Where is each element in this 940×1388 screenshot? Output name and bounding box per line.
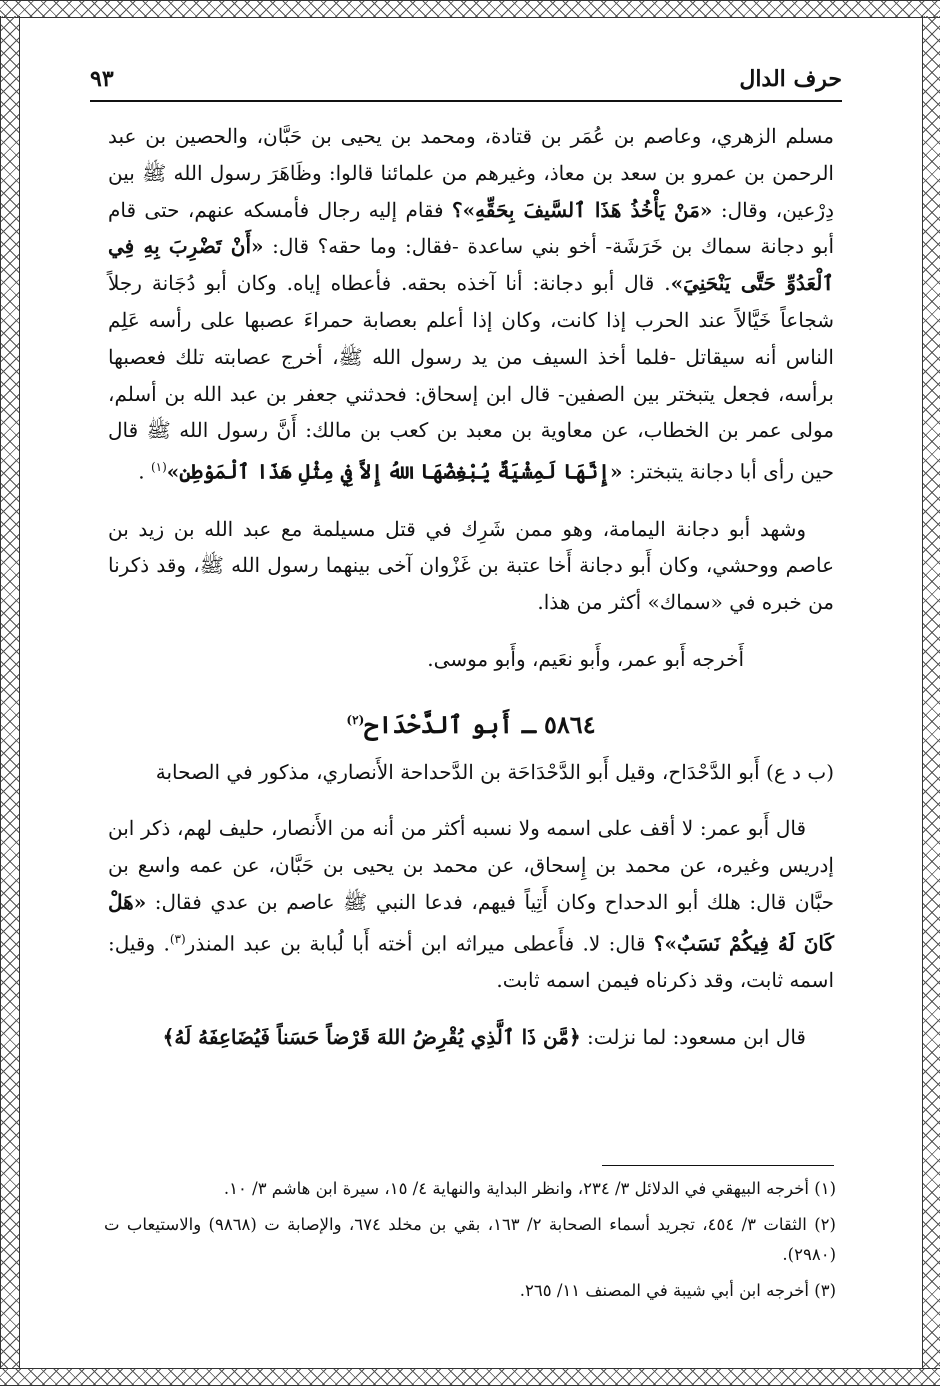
paragraph-text: قال أَبو عمر: لا أقف على اسمه ولا نسبه أكثر من أنه من الأَنصار، حليف لهم، ذكر ابن إدريس وغيره، عن محمد بن إِسحاق، عن محمد بن يحيى بن حَبَّان، عن عمه واسع بن حبَّان قال: هلك أبو الدحداح وكان أَتِياً فيهم، فدعا النبي ﷺ عاصم بن عدي فقال: [108, 816, 835, 914]
paragraph-3: أَخرجه أَبو عمر، وأَبو نعَيم، وأَبو موسى. [427, 647, 744, 672]
paragraph-text: . وقيل: اسمه ثابت، وقد ذكرناه فيمن اسمه ثابت. [108, 931, 834, 993]
paragraph-5 [108, 810, 834, 999]
hadith-quote: «إِنَّهَا لَمِشْيَةٌ يُبْغِضُهَا اللهُ إِلاَّ فِي مِثْلِ هَذَا ٱلْمَوْطِنِ» [166, 459, 623, 484]
hadith-quote: «هَلْ كَانَ لَهُ فِيكُمْ نَسَبٌ»؟ [108, 890, 834, 956]
paragraph-4: (ب د ع) أَبو الدَّحْدَاح، وقيل أَبو الدَّحْدَاحَة بن الدَّحداحة الأَنصاري، مذكور في الصحابة [155, 759, 834, 784]
paragraph-text: فقام إليه رجال فأمسكه عنهم، حتى قام أبو دجانة سماك بن خَرَشَة- أخو بني ساعدة -فقال: وما حقه؟ قال: [108, 197, 834, 259]
page-header [90, 60, 842, 102]
paragraph-text: قال ابن مسعود: لما نزلت: [587, 1025, 806, 1050]
paragraph-text: قال: لا. فأَعطى ميراثه ابن أخته أَبا لُبابة بن عبد المنذر [185, 931, 646, 956]
paragraph-6 [108, 1019, 834, 1056]
footnote-separator [602, 1165, 834, 1166]
entry-title [108, 702, 834, 744]
footnote-ref: (٣) [169, 931, 186, 946]
footnote-1: (١) أخرجه البيهقي في الدلائل ٣/ ٢٣٤، وانظر البداية والنهاية ٤/ ١٥، سيرة ابن هاشم ٣/ ١٠. [223, 1179, 836, 1198]
footnote-2: (٢) الثقات ٣/ ٤٥٤، تجريد أسماء الصحابة ٢/ ١٦٣، بقي بن مخلد ٦٧٤، والإصابة ت (٩٨٦٨) والاستيعاب ت (٢٩٨٠). [104, 1215, 836, 1264]
paragraph-2: وشهد أبو دجانة اليمامة، وهو ممن شَرِك في قتل مسيلمة مع عبد الله بن زيد بن عاصم ووحشي، وكان أَبو دجانة أَخا عتبة بن غَزْوان آخى بينهما رسول الله ﷺ، وقد ذكرنا من خبره في «سماك» أكثر من هذا. [108, 516, 834, 615]
footnote-3: (٣) أخرجه ابن أبي شيبة في المصنف ١١/ ٢٦٥. [519, 1281, 836, 1300]
footnote-ref: (٢) [346, 712, 365, 727]
ornamental-border-top [0, 0, 940, 18]
ornamental-border-right [922, 16, 940, 1368]
paragraph-text: . قال أبو دجانة: أنا آخذه بحقه. فأعطاه إياه. وكان أبو دُجَانة رجلاً شجاعاً خَيَّالاً عند الحرب إذا كانت، وكان إذا أعلم بعصابة حمراءَ عصبها على رأسه عَلِم الناس أنه سيقاتل -فلما أخذ السيف من يد رسول الله ﷺ، أخرج عصابته تلك فعصبها برأسه، فجعل يتبختر بين الصفين- قال ابن إسحاق: فحدثني جعفر بن عبد الله بن أسلم، مولى عمر بن الخطاب، عن معاوية بن معبد بن كعب بن مالك: أَنَّ رسول الله ﷺ قال حين رأى أبا دجانة يتبختر: [108, 271, 834, 484]
ornamental-border-bottom [0, 1368, 940, 1386]
quran-quote: ﴿مَّن ذَا ٱلَّذِي يُقْرِضُ اللهَ قَرْضاً حَسَناً فَيُضَاعِفَهُ لَهُ﴾ [162, 1025, 581, 1050]
hadith-quote: «أَنْ تَضْرِبَ بِهِ فِي ٱلْعَدُوِّ حَتَّى يَنْحَنِيَ» [108, 234, 835, 296]
paragraph-1: مسلم الزهري، وعاصم بن عُمَر بن قتادة، ومحمد بن يحيى بن حَبَّان، والحصين بن عبد الرحمن بن عمرو بن سعد بن معاذ، وغيرهم من علمائنا قالوا: وظَاهَرَ رسول الله ﷺ بين دِرْعين، وقال: «مَنْ يَأْخُذُ هَذَا ٱلسَّيفَ بِحَقِّهِ»؟ فقام إليه رجال فأمسكه عنهم، حتى قام أبو دجانة سماك بن خَرَشَة- أخو بني ساعدة -فقال: وما حقه؟ قال: «أَنْ تَضْرِبَ بِهِ فِي ٱلْعَدُوِّ حَتَّى يَنْحَنِيَ». قال أبو دجانة: أنا آخذه بحقه. فأعطاه إياه. وكان أبو دُجَانة رجلاً شجاعاً خَيَّالاً عند الحرب إذا كانت، وكان إذا أعلم بعصابة حمراءَ عصبها على رأسه عَلِم الناس أنه سيقاتل -فلما أخذ السيف من يد رسول الله ﷺ، أخرج عصابته تلك فعصبها برأسه، فجعل يتبختر بين الصفين- قال ابن إسحاق: فحدثني جعفر بن عبد الله بن أسلم، مولى عمر بن الخطاب، عن معاوية بن معبد بن كعب بن مالك: أَنَّ رسول الله ﷺ قال حين رأى أبا دجانة يتبختر: «إِنَّهَا لَمِشْيَةٌ يُبْغِضُهَا اللهُ إِلاَّ فِي مِثْلِ هَذَا ٱلْمَوْطِنِ»$^{(١)}$ . [108, 124, 835, 484]
entry-title-text: ٥٨٦٤ ـ أَبو ٱلدَّحْدَاح [364, 709, 596, 739]
running-title: حرف الدال [739, 66, 842, 92]
page-body [108, 118, 834, 1056]
hadith-quote: «مَنْ يَأْخُذُ هَذَا ٱلسَّيفَ بِحَقِّهِ»؟ [452, 197, 713, 222]
page-number: ٩٣ [90, 66, 114, 92]
paragraph-text: مسلم الزهري، وعاصم بن عُمَر بن قتادة، ومحمد بن يحيى بن حَبَّان، والحصين بن عبد الرحمن بن عمرو بن سعد بن معاذ، وغيرهم من علمائنا قالوا: وظَاهَرَ رسول الله ﷺ بين دِرْعين، وقال: [108, 124, 835, 222]
footnote-ref: (١) [150, 460, 167, 475]
ornamental-border-left [0, 16, 20, 1368]
footnotes [104, 1174, 836, 1312]
